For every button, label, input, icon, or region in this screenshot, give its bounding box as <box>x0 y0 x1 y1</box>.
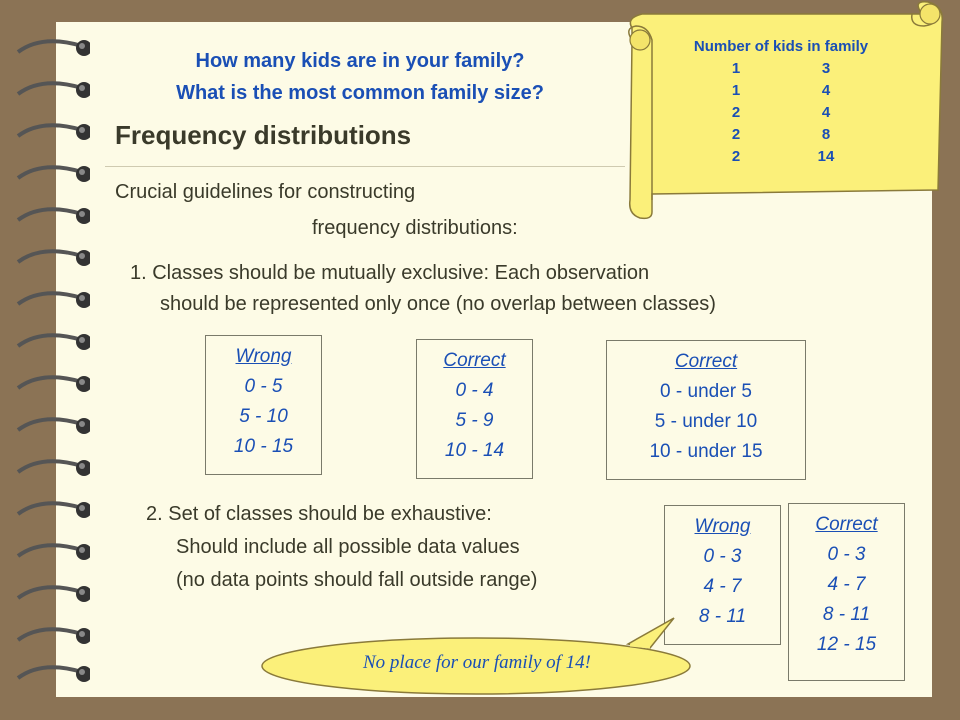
rule1-line-1: 1. Classes should be mutually exclusive: Each observation <box>130 262 650 284</box>
scroll-row <box>640 124 922 146</box>
scroll-cell: 3 <box>821 60 831 77</box>
box-item: 0 - 3 <box>827 544 866 565</box>
box-header: Correct <box>443 350 506 371</box>
scroll-table <box>640 36 922 168</box>
ring-icon <box>12 582 90 606</box>
box-header: Correct <box>815 514 878 535</box>
scroll-cell: 4 <box>821 82 831 99</box>
box-header: Wrong <box>694 516 751 537</box>
scroll-cell: 1 <box>731 60 741 77</box>
box-item: 5 - 9 <box>455 410 494 431</box>
box-item: 0 - 3 <box>703 546 742 567</box>
box-item: 5 - 10 <box>239 406 288 427</box>
rule1-wrong-box <box>205 335 322 475</box>
ring-icon <box>12 288 90 312</box>
ring-icon <box>12 246 90 270</box>
scroll-cell: 1 <box>731 82 741 99</box>
question-line-2: What is the most common family size? <box>176 82 544 104</box>
scroll-cell: 4 <box>821 104 831 121</box>
ring-icon <box>12 540 90 564</box>
ring-icon <box>12 372 90 396</box>
ring-icon <box>12 414 90 438</box>
ring-icon <box>12 162 90 186</box>
scroll-row <box>640 102 922 124</box>
scroll-cell: 8 <box>821 126 831 143</box>
rule2-line-3: (no data points should fall outside range) <box>176 569 538 591</box>
callout-text: No place for our family of 14! <box>363 652 591 673</box>
rule2-line-2: Should include all possible data values <box>176 536 520 558</box>
box-item: 8 - 11 <box>822 604 871 625</box>
ring-icon <box>12 456 90 480</box>
scroll-row <box>640 146 922 168</box>
ring-icon <box>12 204 90 228</box>
ring-icon <box>12 36 90 60</box>
ring-icon <box>12 120 90 144</box>
scroll-cell: 2 <box>731 148 741 165</box>
ring-icon <box>12 498 90 522</box>
rule2-correct-box <box>788 503 905 681</box>
box-item: 10 - 15 <box>233 436 294 457</box>
scroll-row <box>640 58 922 80</box>
scroll-cell: 2 <box>731 104 741 121</box>
rule1-line-2: should be represented only once (no overlap between classes) <box>160 293 716 315</box>
scroll-title: Number of kids in family <box>693 38 869 55</box>
scroll-row <box>640 80 922 102</box>
box-item: 12 - 15 <box>816 634 877 655</box>
intro-line-2: frequency distributions: <box>312 217 518 239</box>
rule2-line-1: 2. Set of classes should be exhaustive: <box>146 503 492 525</box>
box-item: 10 - under 15 <box>649 441 763 462</box>
ring-icon <box>12 624 90 648</box>
box-item: 4 - 7 <box>703 576 742 597</box>
box-item: 0 - under 5 <box>660 381 752 402</box>
rule1-correct-box-1 <box>416 339 533 479</box>
ring-icon <box>12 78 90 102</box>
box-item: 4 - 7 <box>827 574 866 595</box>
box-header: Correct <box>674 351 738 372</box>
page-title: Frequency distributions <box>115 120 412 150</box>
ring-icon <box>12 662 90 686</box>
ring-icon <box>12 330 90 354</box>
box-header: Wrong <box>235 346 292 367</box>
box-item: 8 - 11 <box>698 606 747 627</box>
rule1-correct-box-2 <box>606 340 806 480</box>
box-item: 10 - 14 <box>444 440 505 461</box>
box-item: 5 - under 10 <box>654 411 758 432</box>
question-line-1: How many kids are in your family? <box>195 50 525 72</box>
scroll-cell: 2 <box>731 126 741 143</box>
heading-divider <box>105 166 625 167</box>
box-item: 0 - 4 <box>455 380 494 401</box>
scroll-cell: 14 <box>817 148 835 165</box>
box-item: 0 - 5 <box>244 376 283 397</box>
intro-line-1: Crucial guidelines for constructing <box>115 181 416 203</box>
